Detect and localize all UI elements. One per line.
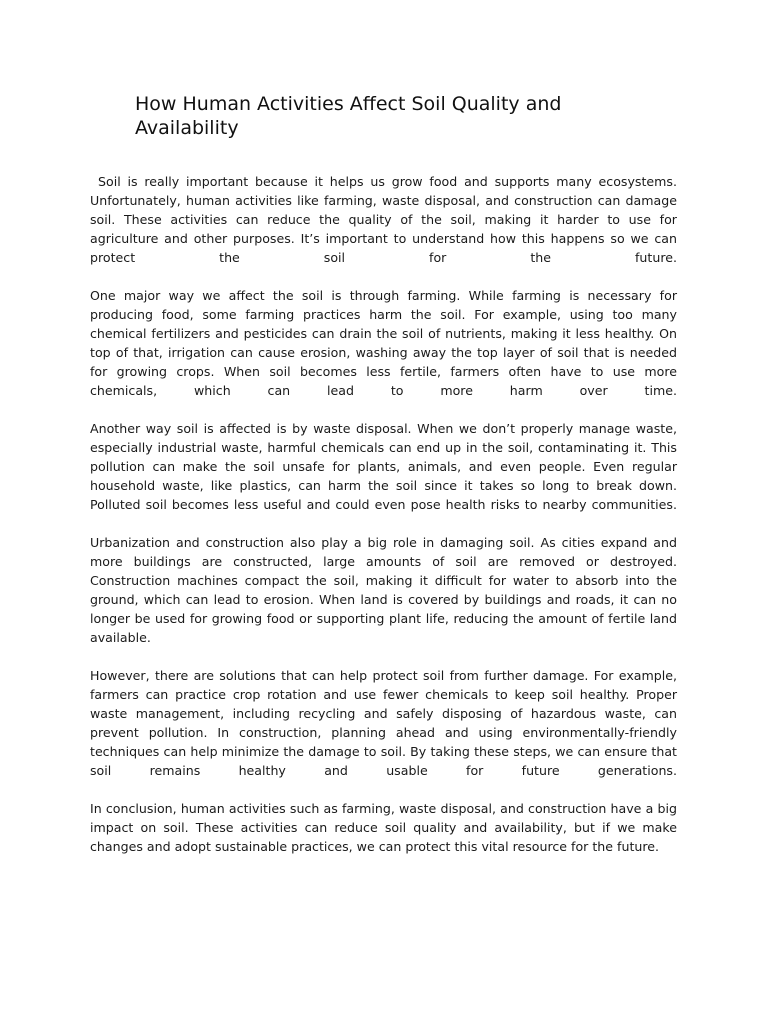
paragraph-urbanization: Urbanization and construction also play a big role in damaging soil. As cities expand and more buildings are constructed, large amounts of soil are removed or destroyed. Construction machines compact the soil, making it difficult for water to absorb into the ground, which can lead to erosion. When land is covered by buildings and roads, it can no longer be used for growing food or supporting plant life, reducing the amount of fertile land available.	[90, 535, 677, 645]
document-title: How Human Activities Affect Soil Quality and Availability	[135, 93, 562, 139]
paragraph-waste-disposal: Another way soil is affected is by waste disposal. When we don’t properly manage waste, especially industrial waste, harmful chemicals can end up in the soil, contaminating it. This pollution can make the soil unsafe for plants, animals, and even people. Even regular household waste, like plastics, can harm the soil since it takes so long to break down. Polluted soil becomes less useful and could even pose health risks to nearby communities.	[90, 421, 677, 512]
document-body	[90, 172, 677, 875]
paragraph-solutions: However, there are solutions that can help protect soil from further damage. For example, farmers can practice crop rotation and use fewer chemicals to keep soil healthy. Proper waste management, including recycling and safely disposing of hazardous waste, can prevent pollution. In construction, planning ahead and using environmentally-friendly techniques can help minimize the damage to soil. By taking these steps, we can ensure that soil remains healthy and usable for future generations.	[90, 668, 677, 778]
paragraph-conclusion: In conclusion, human activities such as farming, waste disposal, and construction have a big impact on soil. These activities can reduce soil quality and availability, but if we make changes and adopt sustainable practices, we can protect this vital resource for the future.	[90, 801, 677, 854]
paragraph-intro: Soil is really important because it helps us grow food and supports many ecosystems. Unfortunately, human activities like farming, waste disposal, and construction can damage soil. These activities can reduce the quality of the soil, making it harder to use for agriculture and other purposes. It’s important to understand how this happens so we can protect the soil for the future.	[90, 174, 677, 265]
paragraph-farming: One major way we affect the soil is through farming. While farming is necessary for producing food, some farming practices harm the soil. For example, using too many chemical fertilizers and pesticides can drain the soil of nutrients, making it less healthy. On top of that, irrigation can cause erosion, washing away the top layer of soil that is needed for growing crops. When soil becomes less fertile, farmers often have to use more chemicals, which can lead to more harm over time.	[90, 288, 677, 398]
